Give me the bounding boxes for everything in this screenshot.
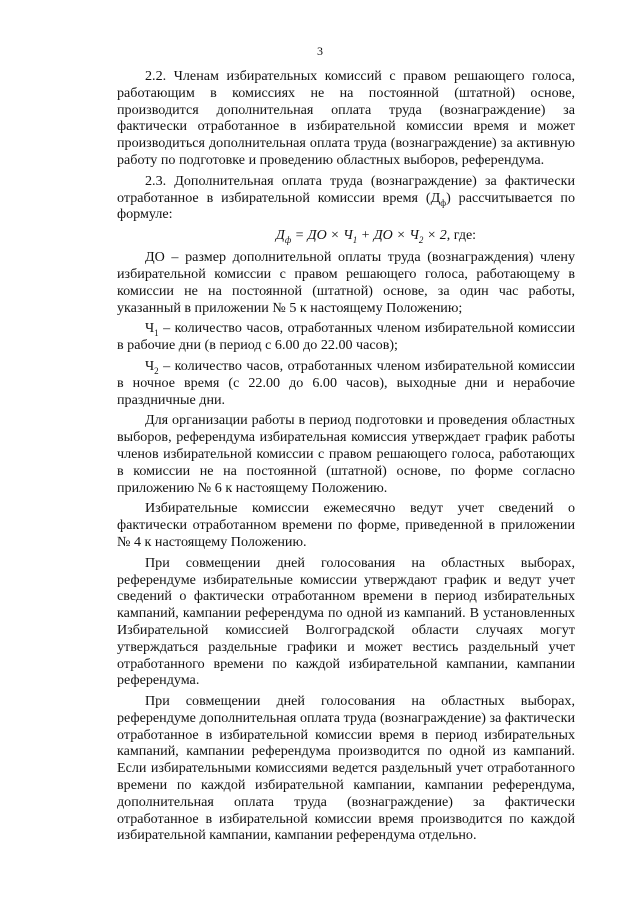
payment-formula xyxy=(117,227,575,245)
paragraph-2-3-text: 2.3. Дополнительная оплата труда (вознаграждение) за фактически отработанное в избирательной комиссии время (Д xyxy=(117,172,575,206)
definition-ch2-text: – количество часов, отработанных членом избирательной комиссии в ночное время (с 22.00 до 6.00 часов), выходные дни и нерабочие праздничные дни. xyxy=(117,357,575,408)
definition-do: ДО – размер дополнительной оплаты труда (вознаграждения) члену избирательной комиссии с правом решающего голоса, работающему в комиссии не на постоянной (штатной) основе, за один час работы, указанный в приложении № 5 к настоящему Положению; xyxy=(117,249,575,316)
paragraph-2-3 xyxy=(117,173,575,223)
formula-lhs: Д xyxy=(275,228,285,244)
page-number: 3 xyxy=(317,44,323,58)
formula-term-2: + ДО × Ч xyxy=(357,228,419,244)
paragraph-combined-payment: При совмещении дней голосования на областных выборах, референдуме дополнительная оплата труда (вознаграждение) за фактически отработанное в избирательной комиссии время в период избирательных кампаний, кампании референдума производится по одной из кампаний. Если избирательными комиссиями ведется раздельный учет отработанного времени по каждой избирательной кампании, кампании референдума, дополнительная оплата труда (вознаграждение) за фактически отработанное в избирательной комиссии время производится по каждой избирательной кампании, кампании референдума отдельно. xyxy=(117,693,575,844)
definition-ch1-symbol: Ч xyxy=(145,320,155,337)
document-body xyxy=(117,68,575,844)
formula-term-1: = ДО × Ч xyxy=(291,228,353,244)
formula-suffix: , где: xyxy=(446,228,477,244)
paragraph-combined-accounting: При совмещении дней голосования на областных выборах, референдуме избирательные комиссии утверждают график и ведут учет сведений о фактически отработанном времени в период избирательных кампаний, кампании референдума по одной из кампаний. В установленных Избирательной комиссией Волгоградской области случаях могут утверждаться раздельные графики и может вестись раздельный учет отработанного времени по каждой избирательной кампании, кампании референдума. xyxy=(117,554,575,689)
formula-subscript-1: 1 xyxy=(352,234,358,245)
paragraph-2-2: 2.2. Членам избирательных комиссий с правом решающего голоса, работающим в комиссиях не на постоянной (штатной) основе, производится дополнительная оплата труда (вознаграждение) за фактически отработанное в избирательной комиссии время и может производиться дополнительная оплата труда (вознаграждение) за активную работу по подготовке и проведению областных выборов, референдума. xyxy=(117,68,575,168)
formula-lhs-subscript: ф xyxy=(284,234,292,245)
formula-tail: × 2 xyxy=(423,228,447,244)
definition-ch1-subscript: 1 xyxy=(154,328,159,339)
definition-ch1-text: – количество часов, отработанных членом избирательной комиссии в рабочие дни (в период с 6.00 до 22.00 часов); xyxy=(117,320,575,354)
definition-ch2 xyxy=(117,358,575,408)
paragraph-records: Избирательные комиссии ежемесячно ведут учет сведений о фактически отработанном времени по форме, приведенной в приложении № 4 к настоящему Положению. xyxy=(117,500,575,550)
paragraph-schedule: Для организации работы в период подготовки и проведения областных выборов, референдума избирательная комиссия утверждает график работы членов избирательной комиссии с правом решающего голоса, работающих в комиссии не на постоянной (штатной) основе, по форме согласно приложению № 6 к настоящему Положению. xyxy=(117,412,575,496)
definition-ch2-subscript: 2 xyxy=(154,365,159,376)
paragraph-2-3-subscript: ф xyxy=(440,197,447,208)
formula-subscript-2: 2 xyxy=(418,234,424,245)
paragraph-2-3-text-end: ) рассчитывается по формуле: xyxy=(117,189,576,223)
definition-ch1 xyxy=(117,320,575,354)
definition-ch2-symbol: Ч xyxy=(145,357,155,374)
